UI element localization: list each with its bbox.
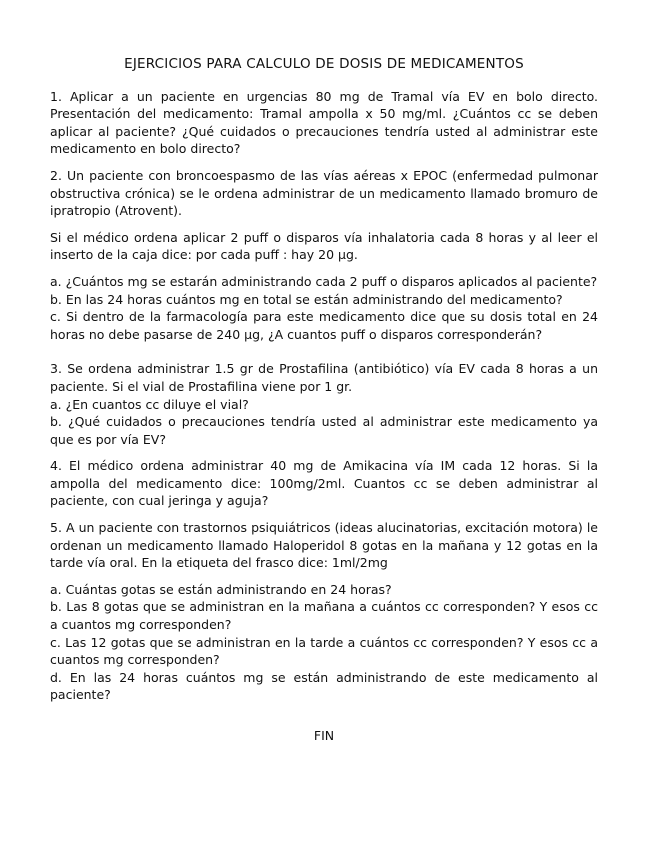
exercise-2-question-c: c. Si dentro de la farmacología para este medicamento dice que su dosis total en 24 horas no debe pasarse de 240 µg, ¿A cuantos puff o disparos corresponderán?: [50, 309, 598, 342]
exercise-5-intro: 5. A un paciente con trastornos psiquiátricos (ideas alucinatorias, excitación motora) le ordenan un medicamento llamado Haloperidol 8 gotas en la mañana y 12 gotas en la tarde vía oral. En la etiqueta del frasco dice: 1ml/2mg: [50, 520, 598, 571]
exercise-3-question-a: a. ¿En cuantos cc diluye el vial?: [50, 396, 249, 412]
exercise-5-question-b: b. Las 8 gotas que se administran en la mañana a cuántos cc corresponden? Y esos cc a cuantos mg corresponden?: [50, 599, 598, 633]
exercise-2-intro: 2. Un paciente con broncoespasmo de las vías aéreas x EPOC (enfermedad pulmonar obstructiva crónica) se le ordena administrar de un medicamento llamado bromuro de ipratropio (Atrovent).: [50, 167, 598, 219]
exercise-1: 1. Aplicar a un paciente en urgencias 80 mg de Tramal vía EV en bolo directo. Presentación del medicamento: Tramal ampolla x 50 mg/ml. ¿Cuántos cc se deben aplicar al paciente? ¿Qué cuidados o precauciones tendría usted al administrar este medicamento en bolo directo?: [50, 88, 598, 157]
end-marker: FIN: [313, 728, 335, 743]
document-title: EJERCICIOS PARA CALCULO DE DOSIS DE MEDICAMENTOS: [124, 56, 524, 72]
exercise-3-question-b: b. ¿Qué cuidados o precauciones tendría usted al administrar este medicamento ya que es por vía EV?: [50, 414, 598, 447]
exercise-2-question-b: b. En las 24 horas cuántos mg en total se están administrando del medicamento?: [50, 291, 563, 307]
exercise-3-intro: 3. Se ordena administrar 1.5 gr de Prostafilina (antibiótico) vía EV cada 8 horas a un paciente. Si el vial de Prostafilina viene por 1 gr.: [50, 361, 598, 394]
exercise-5-question-c: c. Las 12 gotas que se administran en la tarde a cuántos cc corresponden? Y esos cc a cuantos mg corresponden?: [50, 634, 598, 668]
exercise-5-question-d: d. En las 24 horas cuántos mg se están administrando de este medicamento al paciente?: [50, 669, 598, 703]
document-page: [50, 56, 598, 745]
exercise-5-question-a: a. Cuántas gotas se están administrando en 24 horas?: [50, 581, 392, 597]
exercise-2-context: Si el médico ordena aplicar 2 puff o disparos vía inhalatoria cada 8 horas y al leer el inserto de la caja dice: por cada puff : hay 20 µg.: [50, 229, 598, 263]
exercise-2-question-a: a. ¿Cuántos mg se estarán administrando cada 2 puff o disparos aplicados al paciente?: [50, 273, 598, 289]
exercise-4: 4. El médico ordena administrar 40 mg de Amikacina vía IM cada 12 horas. Si la ampolla del medicamento dice: 100mg/2ml. Cuantos cc se deben administrar al paciente, con cual jeringa y aguja?: [50, 458, 598, 509]
